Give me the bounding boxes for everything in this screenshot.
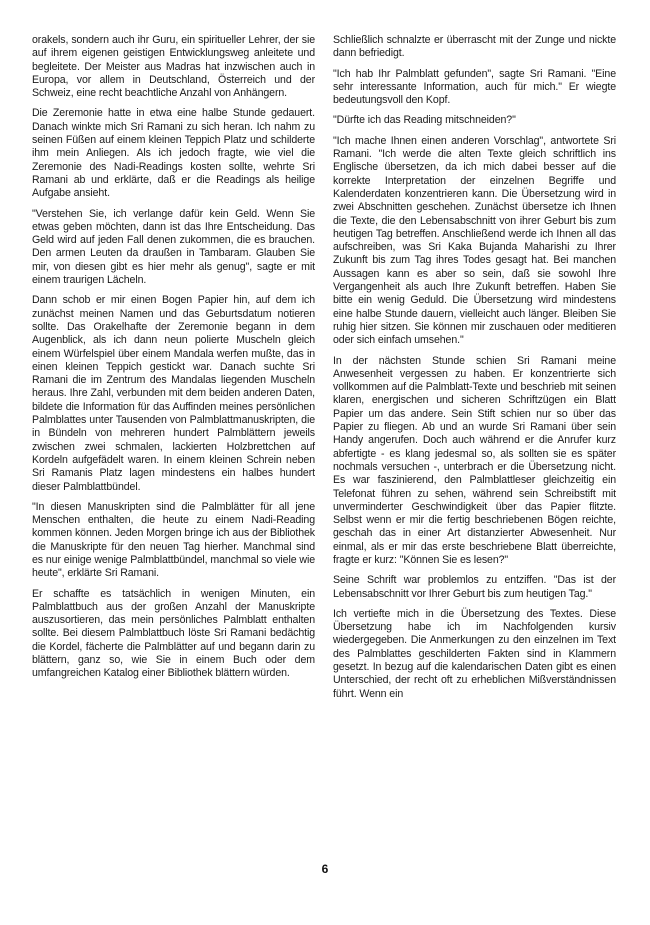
paragraph: Die Zeremonie hatte in etwa eine halbe Stunde gedauert. Danach winkte mich Sri Ramani zu sich heran. Ich nahm zu seinen Füßen auf einem kleinen Teppich Platz und schilderte ihm mein Anliegen. Als ich jedoch fragte, wie viel die Zeremonie des Nadi-Readings kosten sollte, wehrte Sri Ramani ab und erklärte, daß er die Readings als heilige Aufgabe ansieht. — [32, 107, 315, 200]
left-column — [32, 34, 315, 688]
paragraph: Schließlich schnalzte er überrascht mit der Zunge und nickte dann befriedigt. — [333, 34, 616, 60]
paragraph: In der nächsten Stunde schien Sri Ramani meine Anwesenheit vergessen zu haben. Er konzentrierte sich vollkommen auf die Palmblatt-Texte und beschrieb mit seinen klaren, energischen und sicheren Schriftzügen ein Blatt Papier um das andere. Sein Stift schien nur so über das Papier zu fliegen. Ab und an wurde Sri Ramani über sein Handy angerufen. Doch auch während er die Anrufer kurz abfertigte - es klang jedesmal so, als sollten sie es später nochmals versuchen -, unterbrach er die Übersetzung nicht. Es war faszinierend, den Palmblattleser gleichzeitig ein Telefonat führen zu sehen, während sein Schreibstift mit unverminderter Geschwindigkeit über das Papier flitzte. Selbst wenn er mir die fertig beschriebenen Bögen reichte, geschah das in einer Art distanzierter Abwesenheit. Nur einmal, als er mir das erste beschriebene Blatt überreichte, fragte er kurz: "Können Sie es lesen?" — [333, 354, 616, 566]
paragraph: "Ich hab Ihr Palmblatt gefunden", sagte Sri Ramani. "Eine sehr interessante Information, auch für mich." Er wiegte bedeutungsvoll den Kopf. — [333, 67, 616, 107]
paragraph: "In diesen Manuskripten sind die Palmblätter für all jene Menschen enthalten, die heute zu einem Nadi-Reading kommen können. Jeden Morgen bringe ich aus der Bibliothek die Manuskripte für den neuen Tag hierher. Manchmal sind es nur einige wenige Palmblattbündel, manchmal so viele wie heute", erklärte Sri Ramani. — [32, 500, 315, 580]
paragraph: Seine Schrift war problemlos zu entziffen. "Das ist der Lebensabschnitt vor Ihrer Geburt bis zum heutigen Tag." — [333, 574, 616, 600]
paragraph: Dann schob er mir einen Bogen Papier hin, auf dem ich zunächst meinen Namen und das Geburtsdatum notieren sollte. Das Orakelhafte der Zeremonie begann in dem Augenblick, als ich dann neun polierte Muscheln gleich einem Würfelspiel über einem Mandala werfen mußte, das in einen kleinen Teppich gestickt war. Danach suchte Sri Ramani die im Zentrum des Mandalas liegenden Muscheln heraus. Ihre Zahl, verbunden mit dem beiden anderen Daten, bildete die Information für das Auffinden meines persönlichen Palmblattes unter Tausenden von Palmblattmanuskripten, die in Bündeln von mehreren hundert Palmblättern jeweils zwischen zwei schmalen, lackierten Holzbrettchen auf Kordeln aufgefädelt waren. In einem kleinen Schrein neben Sri Ramanis Platz lagen mindestens ein halbes hundert dieser Palmblattbündel. — [32, 294, 315, 493]
paragraph: "Ich mache Ihnen einen anderen Vorschlag", antwortete Sri Ramani. "Ich werde die alten Texte gleich schriftlich ins Englische übersetzen, da ich mich dabei besser auf die korrekte Interpretation der einzelnen Begriffe und Kalenderdaten konzentrieren kann. Die Übersetzung wird in zwei Abschnitten geschehen. Zunächst übersetze ich Ihnen die Texte, die den Lebensabschnitt von ihrer Geburt bis zum heutigen Tag betreffen. Anschließend werde ich Ihnen all das aufschreiben, was Sri Kaka Bujanda Maharishi zu Ihrer Zukunft bis zum Tag ihres Todes gesagt hat. Bei manchen Aussagen kann es aber so sein, daß sie sowohl Ihre Vergangenheit als auch Ihre Zukunft betreffen. Haben Sie bitte ein wenig Geduld. Die Übersetzung wird mindestens eine halbe Stunde dauern, vielleicht auch länger. Bleiben Sie ruhig hier sitzen. Sie können mir zuschauen oder meditieren oder sich einfach umsehen." — [333, 134, 616, 347]
paragraph: Er schaffte es tatsächlich in wenigen Minuten, ein Palmblattbuch aus der großen Anzahl der Manuskripte auszusortieren, das mein persönliches Palmblatt enthalten sollte. Bei diesem Palmblattbuch löste Sri Ramani bedächtig die Kordel, fächerte die Palmblätter auf und begann darin zu blättern, ganz so, wie Sie in einem Buch oder dem umfangreichen Katalog einer Bibliothek blättern würden. — [32, 587, 315, 680]
right-column — [333, 34, 616, 708]
paragraph: "Verstehen Sie, ich verlange dafür kein Geld. Wenn Sie etwas geben möchten, dann ist das Ihre Entscheidung. Das Geld wird auf jeden Fall denen zukommen, die es brauchen. Den armen Leuten da draußen in Tambaram. Glauben Sie mir, von diesen gibt es hier mehr als genug", sagte er mit einem traurigen Lächeln. — [32, 207, 315, 287]
page-number: 6 — [321, 862, 329, 876]
paragraph: Ich vertiefte mich in die Übersetzung des Textes. Diese Übersetzung habe ich im Nachfolgenden kursiv wiedergegeben. Die Anmerkungen zu den einzelnen im Text des Palmblattes geschilderten Fakten sind in Klammern gesetzt. In bezug auf die kalendarischen Daten gibt es einen Unterschied, der recht oft zu erheblichen Mißverständnissen führt. Wenn ein — [333, 607, 616, 700]
paragraph: "Dürfte ich das Reading mitschneiden?" — [333, 114, 516, 127]
paragraph: orakels, sondern auch ihr Guru, ein spiritueller Lehrer, der sie auf ihrem eigenen geistigen Entwicklungsweg anleitete und begleitete. Der Meister aus Madras hat inzwischen auch in Europa, vor allem in Deutschland, Österreich und der Schweiz, eine recht beachtliche Anzahl von Anhängern. — [32, 34, 315, 100]
